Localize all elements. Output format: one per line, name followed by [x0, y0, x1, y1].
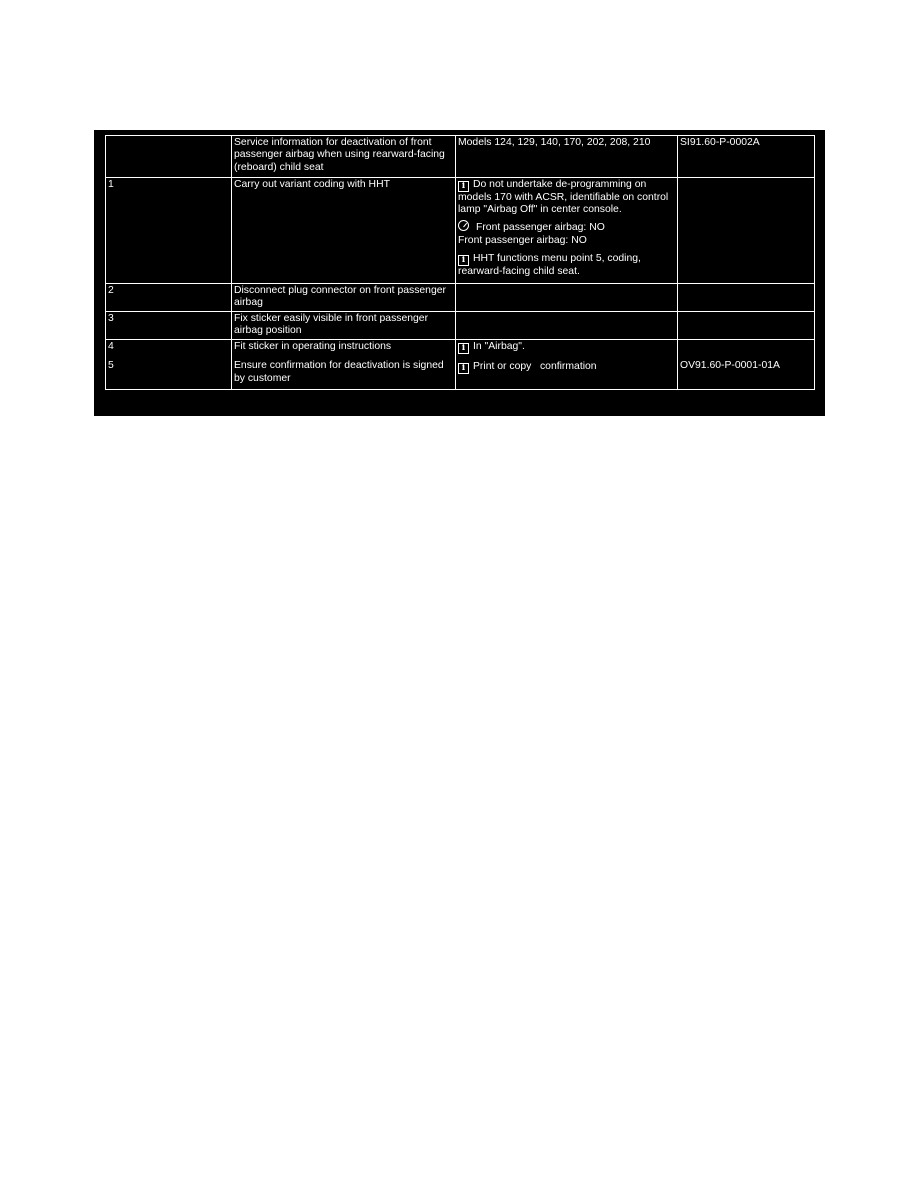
step-number-cell — [106, 340, 232, 390]
step-reference — [678, 284, 815, 312]
note-text: Print or copy confirmation — [473, 361, 597, 372]
header-description-cell: Service information for deactivation of front passenger airbag when using rearward-facing (reboard) child seat — [232, 136, 456, 178]
step-reference-cell — [678, 340, 815, 390]
step-description: Fix sticker easily visible in front passenger airbag position — [232, 312, 456, 340]
step-description: Ensure confirmation for deactivation is signed by customer — [234, 360, 444, 384]
step-description-cell — [232, 340, 456, 390]
note-text: Front passenger airbag: NO — [476, 221, 605, 233]
note-item — [458, 235, 675, 247]
step-number: 1 — [106, 178, 232, 284]
step-description: Fit sticker in operating instructions — [234, 341, 392, 352]
step-notes — [456, 284, 678, 312]
note-text: HHT functions menu point 5, coding, rearward-facing child seat. — [458, 252, 641, 277]
table-row-merged — [106, 340, 815, 390]
note-item — [458, 179, 675, 217]
table-row — [106, 284, 815, 312]
header-models-cell: Models 124, 129, 140, 170, 202, 208, 210 — [456, 136, 678, 178]
note-item — [458, 253, 675, 278]
step-description: Disconnect plug connector on front passenger airbag — [232, 284, 456, 312]
info-icon: i — [458, 255, 469, 266]
step-reference — [678, 178, 815, 284]
note-text: In "Airbag". — [473, 341, 525, 352]
note-item — [458, 341, 675, 354]
procedure-table — [105, 135, 815, 390]
step-notes-cell — [456, 340, 678, 390]
info-icon: i — [458, 181, 469, 192]
table-row — [106, 178, 815, 284]
gauge-icon — [458, 220, 469, 231]
table-header-row — [106, 136, 815, 178]
header-step-cell — [106, 136, 232, 178]
step-reference: OV91.60-P-0001-01A — [680, 360, 780, 371]
note-item — [458, 361, 675, 374]
table-row — [106, 312, 815, 340]
step-description: Carry out variant coding with HHT — [232, 178, 456, 284]
note-text: Front passenger airbag: NO — [458, 235, 587, 247]
header-reference-cell: SI91.60-P-0002A — [678, 136, 815, 178]
step-notes — [456, 312, 678, 340]
step-reference — [678, 312, 815, 340]
info-icon: i — [458, 363, 469, 374]
step-notes — [456, 178, 678, 284]
step-number: 5 — [108, 360, 114, 372]
procedure-table-panel — [94, 130, 825, 416]
step-number: 2 — [106, 284, 232, 312]
note-item — [458, 220, 675, 234]
step-number: 3 — [106, 312, 232, 340]
note-text: Do not undertake de-programming on models 170 with ACSR, identifiable on control lamp "Airbag Off" in center console. — [458, 179, 669, 216]
step-number: 4 — [108, 341, 114, 352]
info-icon: i — [458, 343, 469, 354]
